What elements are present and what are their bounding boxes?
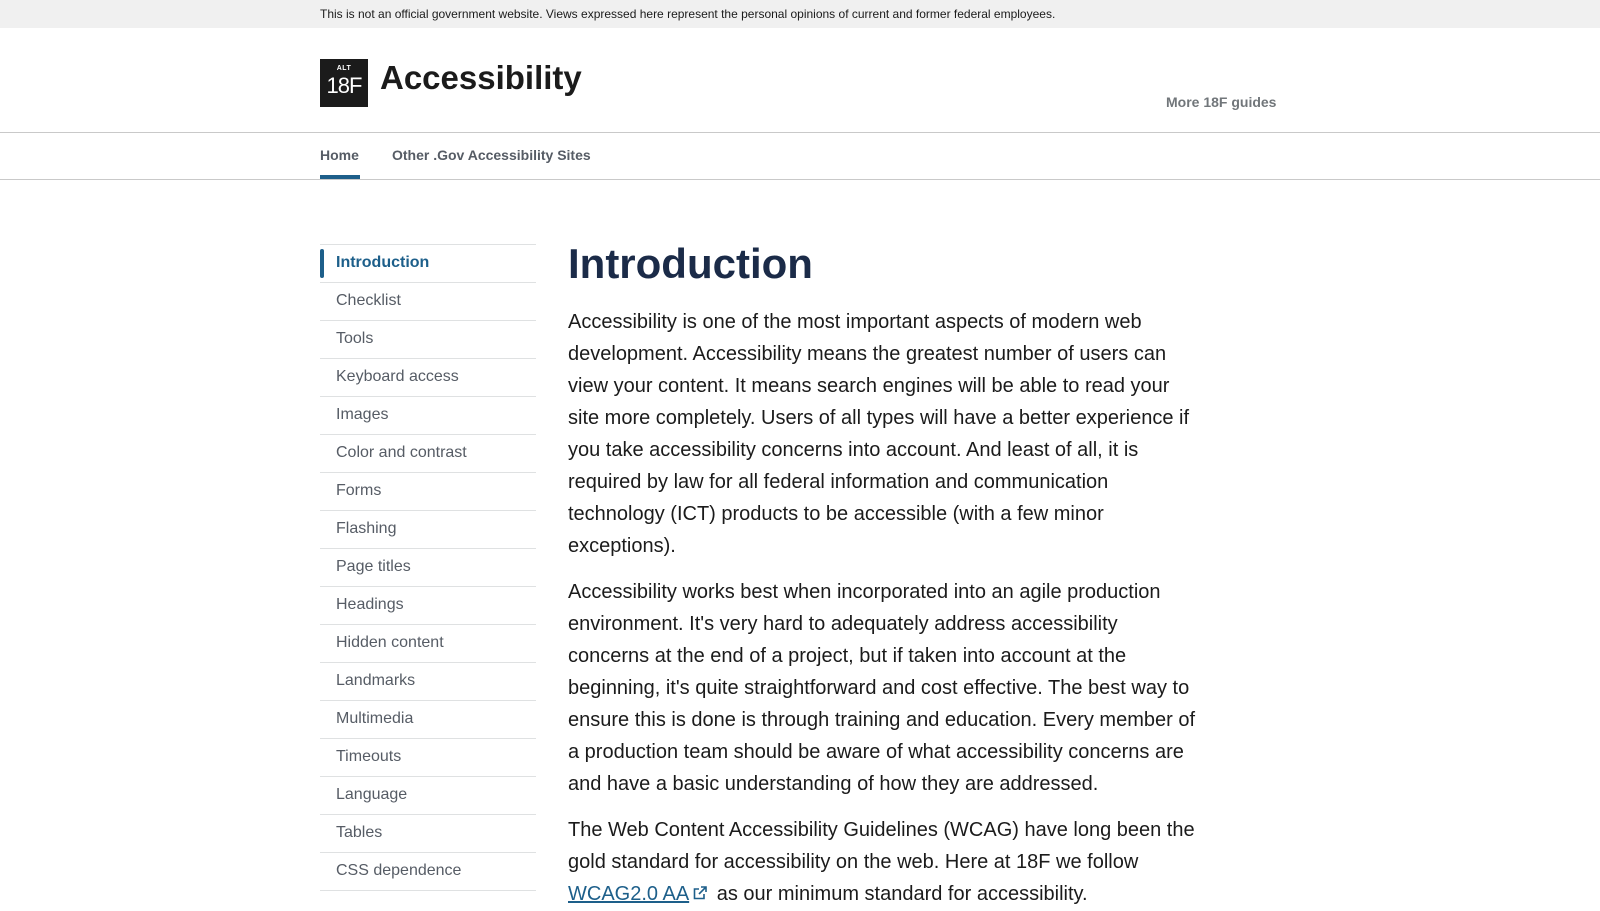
primary-nav [0, 133, 1600, 180]
sidebar-item-language[interactable] [320, 777, 536, 815]
sidebar-item-multimedia[interactable] [320, 701, 536, 739]
external-link-icon [692, 879, 708, 911]
sidebar-item-color-and-contrast[interactable] [320, 435, 536, 473]
intro-paragraph-3 [568, 814, 1198, 911]
sidebar-item-checklist[interactable] [320, 283, 536, 321]
page-title: Introduction [568, 240, 813, 287]
official-site-banner [0, 0, 1600, 28]
sidebar-item-tools[interactable] [320, 321, 536, 359]
logo-alt-text: ALT [336, 65, 352, 72]
sidebar-item-label: Tools [336, 330, 374, 347]
nav-other-gov-accessibility-sites[interactable]: Other .Gov Accessibility Sites [392, 147, 591, 163]
sidebar-item-introduction[interactable] [320, 245, 536, 283]
sidebar-item-label: Timeouts [336, 748, 402, 765]
sidebar-item-label: Hidden content [336, 634, 444, 651]
sidebar-item-label: Checklist [336, 292, 401, 309]
current-item-indicator [320, 249, 324, 278]
site-header [0, 28, 1600, 133]
sidebar-item-label: Color and contrast [336, 444, 467, 461]
wcag-link-text[interactable]: WCAG2.0 AA [568, 883, 690, 905]
intro-paragraph-1: Accessibility is one of the most important aspects of modern web development. Accessibility means the greatest number of users can view your content. It means search engines will be able to read your site more completely. Users of all types will have a better experience if you take accessibility concerns into account. And least of all, it is required by law for all federal information and communication technology (ICT) products to be accessible (with a few minor exceptions). [568, 311, 1190, 557]
nav-active-indicator [320, 175, 360, 179]
sidebar-item-page-titles[interactable] [320, 549, 536, 587]
paragraph-3-text-after: as our minimum standard for accessibility. [716, 883, 1088, 905]
banner-text: This is not an official government website. Views expressed here represent the personal opinions of current and former federal employees. [320, 7, 1056, 21]
intro-paragraph-2: Accessibility works best when incorporated into an agile production environment. It's very hard to adequately address accessibility concerns at the end of a project, but if taken into account at the beginning, it's quite straightforward and cost effective. The best way to ensure this is done is through training and education. Every member of a production team should be aware of what accessibility concerns are and have a basic understanding of how they are addressed. [568, 581, 1196, 795]
18f-logo[interactable] [320, 59, 368, 107]
sidebar-item-label: CSS dependence [336, 862, 462, 879]
sidebar-item-label: Introduction [336, 254, 430, 271]
sidebar-item-label: Tables [336, 824, 383, 841]
sidebar-item-label: Multimedia [336, 710, 414, 727]
main-content [568, 238, 1198, 911]
sidebar-item-timeouts[interactable] [320, 739, 536, 777]
sidebar-item-label: Flashing [336, 520, 397, 537]
sidebar-item-label: Headings [336, 596, 404, 613]
more-18f-guides-link[interactable]: More 18F guides [1166, 94, 1277, 110]
sidebar-item-tables[interactable] [320, 815, 536, 853]
sidebar-item-forms[interactable] [320, 473, 536, 511]
sidebar-item-label: Images [336, 406, 389, 423]
sidebar-nav [320, 244, 536, 891]
sidebar-item-css-dependence[interactable] [320, 853, 536, 891]
sidebar-item-label: Page titles [336, 558, 411, 575]
sidebar-item-label: Forms [336, 482, 382, 499]
sidebar-item-landmarks[interactable] [320, 663, 536, 701]
logo-18f-text: 18F [326, 73, 362, 98]
wcag-link[interactable] [568, 883, 689, 905]
nav-home[interactable]: Home [320, 147, 359, 163]
sidebar-item-keyboard-access[interactable] [320, 359, 536, 397]
sidebar-item-label: Keyboard access [336, 368, 459, 385]
sidebar-item-label: Language [336, 786, 408, 803]
sidebar-item-headings[interactable] [320, 587, 536, 625]
sidebar-item-label: Landmarks [336, 672, 416, 689]
site-title[interactable]: Accessibility [380, 59, 582, 96]
sidebar-item-flashing[interactable] [320, 511, 536, 549]
paragraph-3-text-before: The Web Content Accessibility Guidelines (WCAG) have long been the gold standard for accessibility on the web. Here at 18F we follow [568, 819, 1195, 873]
sidebar-item-images[interactable] [320, 397, 536, 435]
sidebar-item-hidden-content[interactable] [320, 625, 536, 663]
